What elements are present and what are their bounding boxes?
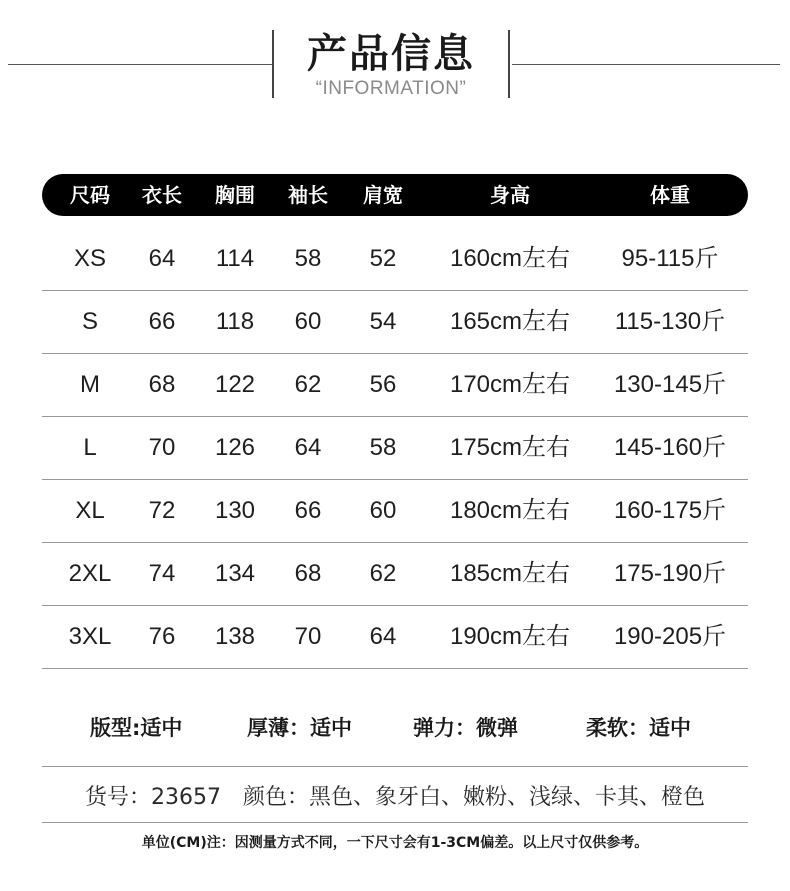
cell-size: M: [80, 371, 100, 398]
cell-size: S: [81, 308, 99, 335]
cell-weight: 160-175斤: [613, 497, 727, 524]
cell-height: 190cm左右: [449, 623, 571, 650]
cell-chest: 122: [214, 371, 256, 398]
spec-softness: 柔软：适中: [586, 716, 691, 740]
cell-height: 180cm左右: [449, 497, 571, 524]
cell-shoulder: 56: [369, 371, 397, 398]
table-row: [42, 543, 748, 606]
header-rule-right: [512, 64, 780, 65]
cell-shoulder: 62: [369, 560, 397, 587]
cell-sleeve: 60: [294, 308, 322, 335]
cell-length: 72: [148, 497, 176, 524]
cell-chest: 118: [215, 308, 255, 335]
header-bar-right: [508, 30, 510, 98]
cell-sleeve: 64: [294, 434, 322, 461]
col-header-chest: 胸围: [215, 183, 255, 207]
cell-size: XL: [75, 497, 105, 524]
spec-thickness: 厚薄：适中: [247, 716, 352, 740]
cell-length: 66: [148, 308, 176, 335]
cell-length: 74: [148, 560, 176, 587]
cell-height: 160cm左右: [449, 245, 571, 272]
cell-length: 68: [148, 371, 176, 398]
cell-weight: 190-205斤: [613, 623, 727, 650]
cell-shoulder: 54: [369, 308, 397, 335]
table-row: [42, 417, 748, 480]
cell-shoulder: 58: [369, 434, 397, 461]
cell-weight: 145-160斤: [613, 434, 727, 461]
cell-length: 64: [148, 245, 176, 272]
divider: [42, 822, 748, 823]
col-header-size: 尺码: [70, 183, 110, 207]
spec-elasticity: 弹力：微弹: [413, 716, 518, 740]
table-row: [42, 354, 748, 417]
cell-size: XS: [73, 245, 107, 272]
cell-length: 70: [148, 434, 176, 461]
table-row: [42, 480, 748, 543]
cell-sleeve: 68: [294, 560, 322, 587]
cell-size: L: [83, 434, 97, 461]
cell-weight: 175-190斤: [613, 560, 727, 587]
cell-size: 3XL: [68, 623, 112, 650]
cell-shoulder: 60: [369, 497, 397, 524]
cell-size: 2XL: [68, 560, 112, 587]
cell-sleeve: 70: [294, 623, 322, 650]
header-rule-left: [8, 64, 274, 65]
spec-fit: 版型:适中: [90, 716, 183, 740]
cell-height: 175cm左右: [449, 434, 571, 461]
cell-height: 170cm左右: [449, 371, 571, 398]
cell-weight: 115-130斤: [614, 308, 726, 335]
row-divider: [42, 668, 748, 669]
divider: [42, 766, 748, 767]
spec-row: [0, 712, 790, 752]
page-subtitle: “INFORMATION”: [315, 78, 467, 99]
col-header-weight: 体重: [650, 183, 690, 207]
cell-chest: 138: [214, 623, 256, 650]
cell-height: 185cm左右: [449, 560, 571, 587]
cell-sleeve: 62: [294, 371, 322, 398]
cell-sleeve: 58: [294, 245, 322, 272]
cell-weight: 130-145斤: [613, 371, 727, 398]
size-table-header: [42, 174, 748, 216]
page-title: 产品信息: [307, 31, 475, 77]
cell-weight: 95-115斤: [621, 245, 719, 272]
cell-chest: 126: [214, 434, 256, 461]
col-header-sleeve: 袖长: [288, 183, 328, 207]
col-header-length: 衣长: [142, 183, 182, 207]
cell-shoulder: 52: [369, 245, 397, 272]
cell-sleeve: 66: [294, 497, 322, 524]
col-header-shoulder: 肩宽: [363, 183, 403, 207]
cell-shoulder: 64: [369, 623, 397, 650]
table-row: [42, 291, 748, 354]
cell-length: 76: [148, 623, 176, 650]
cell-height: 165cm左右: [449, 308, 571, 335]
cell-chest: 134: [214, 560, 256, 587]
cell-chest: 130: [214, 497, 256, 524]
table-row: [42, 606, 748, 669]
measurement-note: 单位(CM)注：因测量方式不同，一下尺寸会有1-3CM偏差。以上尺寸仅供参考。: [141, 835, 649, 851]
cell-chest: 114: [215, 245, 255, 272]
table-row: [42, 228, 748, 291]
product-info: 货号：23657 颜色：黑色、象牙白、嫩粉、浅绿、卡其、橙色: [85, 785, 705, 810]
col-header-height: 身高: [490, 183, 530, 207]
